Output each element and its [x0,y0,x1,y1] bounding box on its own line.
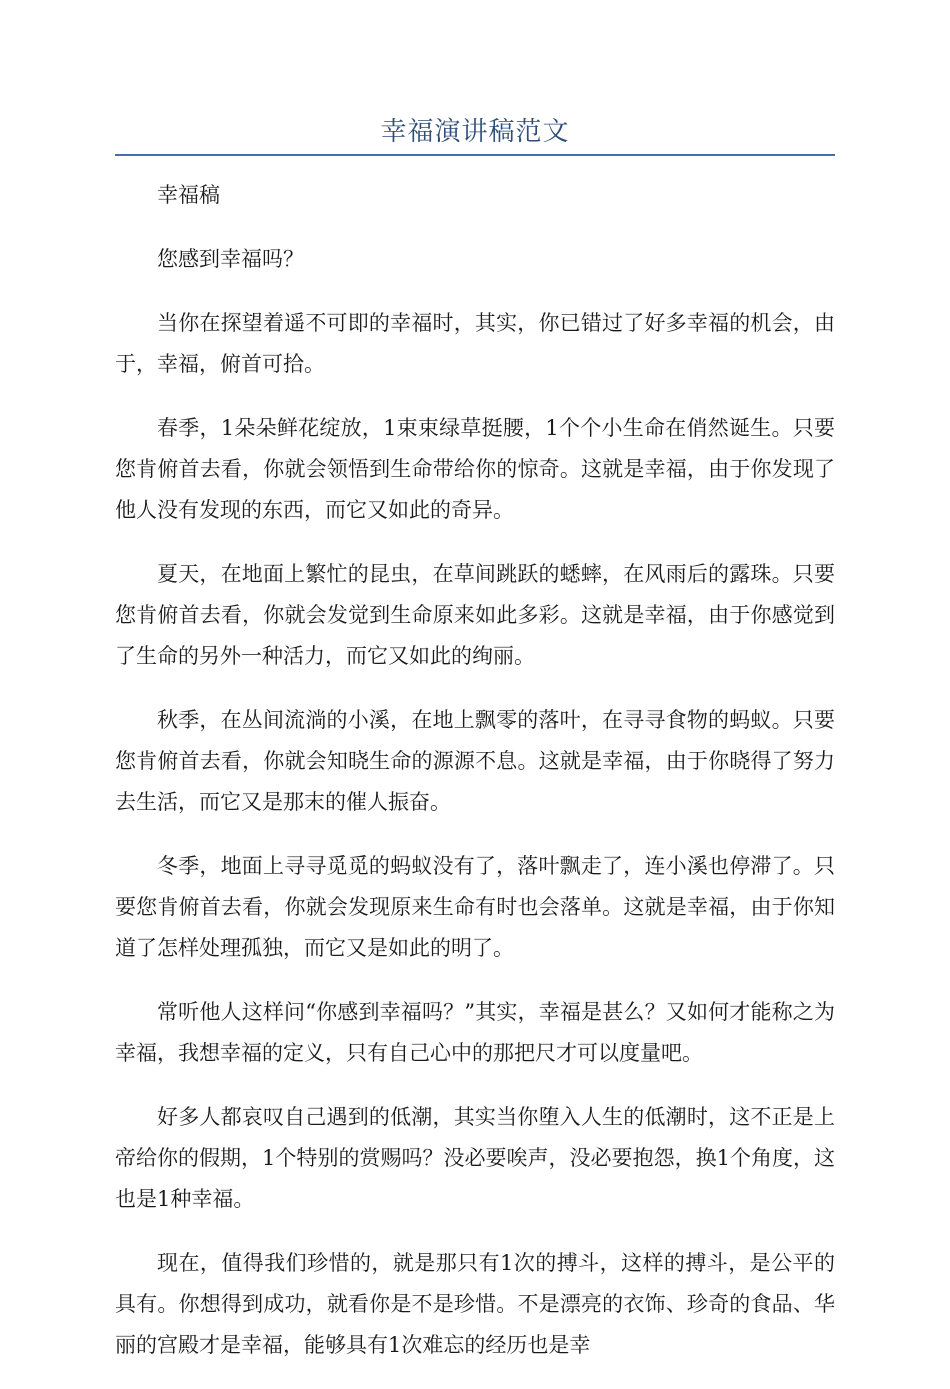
paragraph: 秋季，在丛间流淌的小溪，在地上飘零的落叶，在寻寻食物的蚂蚁。只要您肯俯首去看，你就会知晓生命的源源不息。这就是幸福，由于你晓得了努力去生活，而它又是那末的催人振奋。 [115,708,835,814]
paragraph: 常听他人这样问“你感到幸福吗？”其实，幸福是甚么？又如何才能称之为幸福，我想幸福的定义，只有自己心中的那把尺才可以度量吧。 [115,1000,835,1065]
title-underline [115,154,835,156]
paragraph: 好多人都哀叹自己遇到的低潮，其实当你堕入人生的低潮时，这不正是上帝给你的假期，1个特别的赏赐吗？没必要唉声，没必要抱怨，换1个角度，这也是1种幸福。 [115,1105,835,1211]
paragraph: 春季，1朵朵鲜花绽放，1束束绿草挺腰，1个个小生命在俏然诞生。只要您肯俯首去看，你就会领悟到生命带给你的惊奇。这就是幸福，由于你发现了他人没有发现的东西，而它又如此的奇异。 [115,416,835,522]
document-body [115,175,835,1389]
paragraph: 您感到幸福吗？ [157,247,304,271]
document-title: 幸福演讲稿范文 [380,117,570,147]
paragraph: 当你在探望着遥不可即的幸福时，其实，你已错过了好多幸福的机会，由于，幸福，俯首可拾。 [115,311,835,376]
paragraph: 夏天，在地面上繁忙的昆虫，在草间跳跃的蟋蟀，在风雨后的露珠。只要您肯俯首去看，你就会发觉到生命原来如此多彩。这就是幸福，由于你感觉到了生命的另外一种活力，而它又如此的绚丽。 [115,562,835,668]
paragraph: 现在，值得我们珍惜的，就是那只有1次的搏斗，这样的搏斗，是公平的具有。你想得到成功，就看你是不是珍惜。不是漂亮的衣饰、珍奇的食品、华丽的宫殿才是幸福，能够具有1次难忘的经历也是幸 [115,1251,835,1357]
paragraph: 幸福稿 [157,183,220,207]
paragraph: 冬季，地面上寻寻觅觅的蚂蚁没有了，落叶飘走了，连小溪也停滞了。只要您肯俯首去看，你就会发现原来生命有时也会落单。这就是幸福，由于你知道了怎样处理孤独，而它又是如此的明了。 [115,854,835,960]
